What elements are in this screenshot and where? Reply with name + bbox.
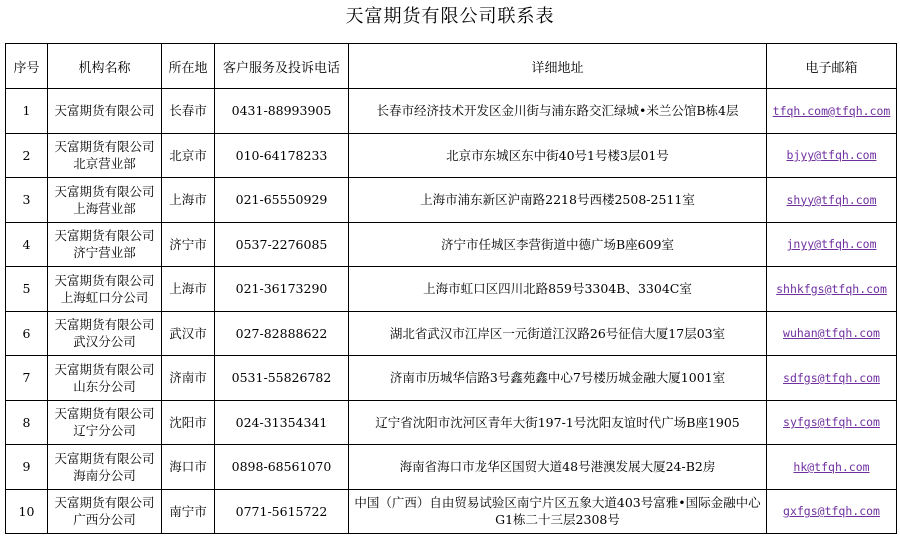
org-name-line1: 天富期货有限公司 bbox=[54, 495, 155, 511]
email-link[interactable]: bjyy@tfqh.com bbox=[786, 148, 877, 163]
row-email-cell bbox=[767, 489, 897, 534]
row-org bbox=[48, 356, 162, 401]
row-city: 济宁市 bbox=[162, 222, 215, 267]
table-row bbox=[6, 311, 897, 356]
row-org bbox=[48, 222, 162, 267]
row-address: 济宁市任城区李营街道中德广场B座609室 bbox=[349, 222, 767, 267]
header-city: 所在地 bbox=[162, 44, 215, 89]
row-email-cell bbox=[767, 178, 897, 223]
header-phone: 客户服务及投诉电话 bbox=[215, 44, 349, 89]
org-name-line2: 上海营业部 bbox=[73, 200, 136, 216]
email-link[interactable]: syfgs@tfqh.com bbox=[783, 415, 880, 430]
email-link[interactable]: shyy@tfqh.com bbox=[786, 192, 877, 207]
org-name-line1: 天富期货有限公司 bbox=[54, 183, 155, 199]
header-address: 详细地址 bbox=[349, 44, 767, 89]
org-name-line1: 天富期货有限公司 bbox=[54, 406, 155, 422]
row-email-cell bbox=[767, 356, 897, 401]
row-org bbox=[48, 489, 162, 534]
org-name-line2: 广西分公司 bbox=[73, 512, 136, 528]
row-email-cell bbox=[767, 400, 897, 445]
org-name-line1: 天富期货有限公司 bbox=[54, 272, 155, 288]
email-link[interactable]: hk@tfqh.com bbox=[793, 459, 870, 474]
row-index: 7 bbox=[6, 356, 48, 401]
email-link[interactable]: gxfgs@tfqh.com bbox=[783, 504, 880, 519]
row-index: 8 bbox=[6, 400, 48, 445]
row-index: 6 bbox=[6, 311, 48, 356]
row-phone: 0771-5615722 bbox=[215, 489, 349, 534]
row-email-cell bbox=[767, 89, 897, 134]
row-index: 5 bbox=[6, 267, 48, 312]
row-city: 上海市 bbox=[162, 178, 215, 223]
row-email-cell bbox=[767, 222, 897, 267]
header-org: 机构名称 bbox=[48, 44, 162, 89]
contact-table bbox=[5, 43, 897, 534]
org-name-line2: 北京营业部 bbox=[73, 156, 136, 172]
org-name-line2: 海南分公司 bbox=[73, 467, 136, 483]
table-header-row bbox=[6, 44, 897, 89]
org-name-line1: 天富期货有限公司 bbox=[54, 103, 155, 119]
row-email-cell bbox=[767, 133, 897, 178]
row-email-cell bbox=[767, 267, 897, 312]
org-name-line1: 天富期货有限公司 bbox=[54, 361, 155, 377]
table-body bbox=[6, 89, 897, 534]
row-city: 海口市 bbox=[162, 445, 215, 490]
email-link[interactable]: shhkfgs@tfqh.com bbox=[776, 281, 887, 296]
row-phone: 024-31354341 bbox=[215, 400, 349, 445]
row-address: 北京市东城区东中街40号1号楼3层01号 bbox=[349, 133, 767, 178]
page-title: 天富期货有限公司联系表 bbox=[345, 6, 555, 27]
header-index: 序号 bbox=[6, 44, 48, 89]
row-org bbox=[48, 311, 162, 356]
row-city: 南宁市 bbox=[162, 489, 215, 534]
row-email-cell bbox=[767, 445, 897, 490]
row-index: 3 bbox=[6, 178, 48, 223]
row-city: 长春市 bbox=[162, 89, 215, 134]
row-index: 2 bbox=[6, 133, 48, 178]
row-org bbox=[48, 400, 162, 445]
row-org bbox=[48, 445, 162, 490]
org-name-line1: 天富期货有限公司 bbox=[54, 228, 155, 244]
table-row bbox=[6, 445, 897, 490]
email-link[interactable]: sdfgs@tfqh.com bbox=[783, 370, 880, 385]
row-email-cell bbox=[767, 311, 897, 356]
row-address: 中国（广西）自由贸易试验区南宁片区五象大道403号富雅•国际金融中心G1栋二十三层2308号 bbox=[349, 489, 767, 534]
row-index: 4 bbox=[6, 222, 48, 267]
table-row bbox=[6, 133, 897, 178]
row-phone: 0431-88993905 bbox=[215, 89, 349, 134]
org-name-line1: 天富期货有限公司 bbox=[54, 139, 155, 155]
row-city: 武汉市 bbox=[162, 311, 215, 356]
row-index: 10 bbox=[6, 489, 48, 534]
email-link[interactable]: jnyy@tfqh.com bbox=[786, 237, 877, 252]
row-org bbox=[48, 178, 162, 223]
row-phone: 021-36173290 bbox=[215, 267, 349, 312]
org-name-line2: 武汉分公司 bbox=[73, 334, 136, 350]
email-link[interactable]: wuhan@tfqh.com bbox=[783, 326, 880, 341]
org-name-line2: 山东分公司 bbox=[73, 378, 136, 394]
row-phone: 010-64178233 bbox=[215, 133, 349, 178]
row-org bbox=[48, 89, 162, 134]
row-address: 上海市虹口区四川北路859号3304B、3304C室 bbox=[349, 267, 767, 312]
row-address: 上海市浦东新区沪南路2218号西楼2508-2511室 bbox=[349, 178, 767, 223]
row-org bbox=[48, 267, 162, 312]
row-org bbox=[48, 133, 162, 178]
row-address: 辽宁省沈阳市沈河区青年大街197-1号沈阳友谊时代广场B座1905 bbox=[349, 400, 767, 445]
org-name-line1: 天富期货有限公司 bbox=[54, 317, 155, 333]
table-row bbox=[6, 89, 897, 134]
row-phone: 0898-68561070 bbox=[215, 445, 349, 490]
row-phone: 021-65550929 bbox=[215, 178, 349, 223]
header-email: 电子邮箱 bbox=[767, 44, 897, 89]
row-phone: 027-82888622 bbox=[215, 311, 349, 356]
row-address: 长春市经济技术开发区金川街与浦东路交汇绿城•米兰公馆B栋4层 bbox=[349, 89, 767, 134]
row-city: 北京市 bbox=[162, 133, 215, 178]
row-phone: 0531-55826782 bbox=[215, 356, 349, 401]
table-row bbox=[6, 178, 897, 223]
table-row bbox=[6, 489, 897, 534]
row-address: 湖北省武汉市江岸区一元街道江汉路26号征信大厦17层03室 bbox=[349, 311, 767, 356]
org-name-line2: 济宁营业部 bbox=[73, 245, 136, 261]
email-link[interactable]: tfqh.com@tfqh.com bbox=[772, 103, 891, 118]
row-phone: 0537-2276085 bbox=[215, 222, 349, 267]
row-city: 济南市 bbox=[162, 356, 215, 401]
org-name-line2: 辽宁分公司 bbox=[73, 423, 136, 439]
row-address: 济南市历城华信路3号鑫苑鑫中心7号楼历城金融大厦1001室 bbox=[349, 356, 767, 401]
row-index: 1 bbox=[6, 89, 48, 134]
org-name-line2: 上海虹口分公司 bbox=[60, 289, 149, 305]
row-city: 上海市 bbox=[162, 267, 215, 312]
org-name-line1: 天富期货有限公司 bbox=[54, 450, 155, 466]
row-index: 9 bbox=[6, 445, 48, 490]
table-row bbox=[6, 267, 897, 312]
row-address: 海南省海口市龙华区国贸大道48号港澳发展大厦24-B2房 bbox=[349, 445, 767, 490]
table-row bbox=[6, 400, 897, 445]
table-row bbox=[6, 222, 897, 267]
table-row bbox=[6, 356, 897, 401]
row-city: 沈阳市 bbox=[162, 400, 215, 445]
